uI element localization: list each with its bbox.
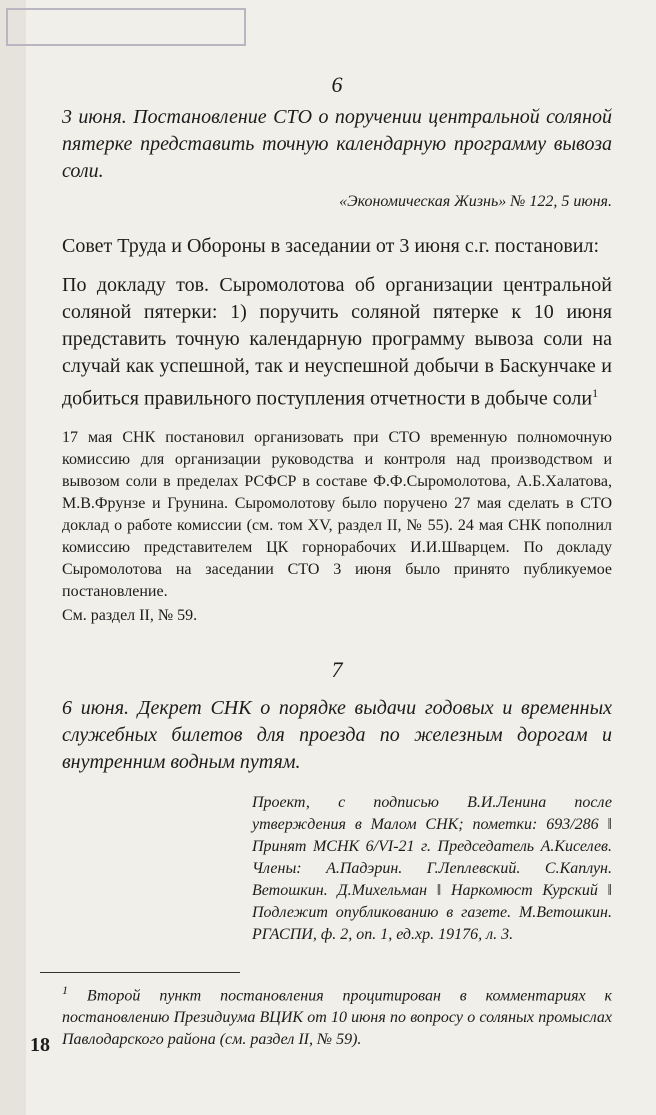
page-margin [0, 0, 26, 1115]
document-intro: Совет Труда и Обороны в заседании от 3 июня с.г. постановил: [62, 235, 600, 257]
page-content [62, 72, 612, 1051]
page-number: 18 [30, 1034, 50, 1056]
footnote-marker: 1 [592, 386, 599, 400]
document-title: 3 июня. Постановление СТО о поручении центральной соляной пятерке представить точную календарную программу вывоза соли. [62, 106, 612, 182]
document-body [62, 272, 612, 413]
footnote-text: Второй пункт постановления процитирован в комментариях к постановлению Президиума ВЦИК от 10 июня по вопросу о соляных промыслах Павлодарского района (см. раздел II, № 59). [62, 986, 613, 1048]
library-stamp [6, 8, 246, 46]
footnote [62, 979, 612, 1051]
document-body-text: По докладу тов. Сыромолотова об организации центральной соляной пятерки: 1) поручить соляной пятерке к 10 июня представить точную календарную программу вывоза соли на случай как успешной, так и неуспешной добычи в Баскунчаке и добиться правильного поступления отчетности в добыче соли [62, 274, 612, 410]
document-title: 6 июня. Декрет СНК о порядке выдачи годовых и временных служебных билетов для проезда по железным дорогам и внутренним водным путям. [62, 696, 612, 773]
footnote-divider [40, 972, 240, 973]
footnote-number: 1 [62, 982, 68, 997]
document-source: «Экономическая Жизнь» № 122, 5 июня. [339, 193, 612, 210]
archival-note: Проект, с подписью В.И.Ленина после утверждения в Малом СНК; пометки: 693/286 ‖ Принят МСНК 6/VI-21 г. Председатель А.Киселев. Члены: А.Падэрин. Г.Леплевский. С.Каплун. Ветошкин. Д.Михельман ‖ Наркомюст Курский ‖ Подлежит опубликованию в газете. М.Ветошкин. РГАСПИ, ф. 2, оп. 1, ед.хр. 19176, л. 3. [252, 793, 612, 943]
cross-reference: См. раздел II, № 59. [62, 606, 198, 624]
commentary-note: 17 мая СНК постановил организовать при СТО временную полномочную комиссию для организации руководства и контроля над производством и вывозом соли в пределах РСФСР в составе Ф.Ф.Сыромолотова, А.Б.Халатова, М.В.Фрунзе и Грунина. Сыромолотову было поручено 27 мая сделать в СТО доклад о работе комиссии (см. том XV, раздел II, № 55). 24 мая СНК пополнил комиссию представителем ЦК горнорабочих И.И.Шварцем. По докладу Сыромолотова на заседании СТО 3 июня было принято публикуемое постановление. [62, 428, 612, 600]
document-number: 7 [331, 656, 343, 682]
document-number: 6 [331, 72, 343, 97]
